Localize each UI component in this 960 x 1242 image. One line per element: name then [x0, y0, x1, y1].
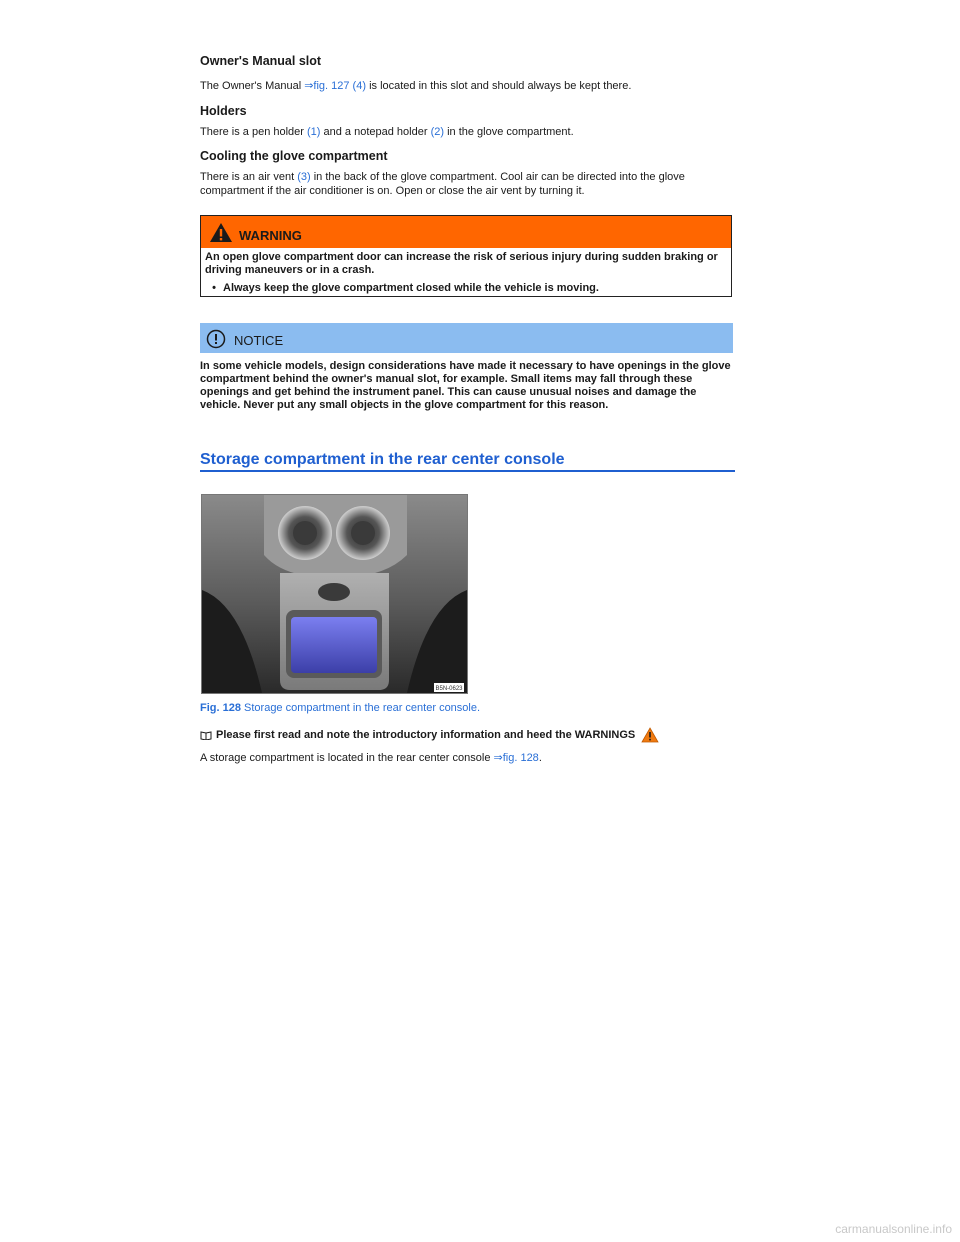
bullet-symbol: • — [212, 282, 216, 294]
ref-1-link[interactable]: (1) — [307, 126, 321, 138]
watermark: carmanualsonline.info — [835, 1222, 952, 1236]
warning-bullet — [205, 282, 727, 295]
warning-title: WARNING — [239, 228, 302, 243]
heading-cooling: Cooling the glove compartment — [200, 149, 388, 163]
warning-triangle-icon — [641, 727, 659, 743]
heading-holders: Holders — [200, 104, 247, 118]
intro-line — [200, 727, 659, 743]
ref-3-link[interactable]: (3) — [297, 171, 311, 183]
notice-body: In some vehicle models, design considerations have made it necessary to have openings in the glove compartment behind the owner's manual slot, for example. Small items may fall through these openings and get behind the instrument panel. This can cause unusual noises and damage the vehicle. Never put any small objects in the glove compartment for this reason. — [200, 360, 731, 411]
notice-exclamation-icon — [206, 329, 226, 349]
section-divider — [200, 470, 735, 472]
warning-header — [201, 216, 731, 248]
figure-code: B5N-0623 — [435, 686, 463, 692]
figure-rear-console — [201, 494, 468, 694]
intro-text: Please first read and note the introductory information and heed the WARNINGS — [216, 729, 636, 741]
owners-manual-paragraph: The Owner's Manual ⇒fig. 127 (4) is located in this slot and should always be kept there. — [200, 80, 632, 92]
warning-text: An open glove compartment door can increase the risk of serious injury during sudden braking or driving maneuvers or in a crash. — [205, 251, 718, 276]
fig-128-link[interactable]: ⇒fig. 128 — [493, 752, 539, 764]
ref-2-link[interactable]: (2) — [430, 126, 445, 138]
section-title: Storage compartment in the rear center console — [200, 451, 565, 468]
warning-body — [201, 248, 731, 295]
warning-box — [200, 215, 732, 297]
heading-owners-manual-slot: Owner's Manual slot — [200, 54, 322, 68]
notice-header — [200, 323, 733, 353]
figure-label: Fig. 128 — [200, 702, 241, 714]
closing-paragraph: A storage compartment is located in the rear center console ⇒fig. 128. — [200, 752, 542, 764]
figure-caption: Fig. 128 Storage compartment in the rear center console. — [200, 702, 481, 714]
notice-title: NOTICE — [234, 333, 284, 348]
warning-triangle-icon — [209, 222, 233, 243]
fig-127-link[interactable]: ⇒fig. 127 (4) — [304, 80, 367, 92]
cooling-paragraph: There is an air vent (3) in the back of the glove compartment. Cool air can be directed into the glove compartment if the air conditioner is on. Open or close the air vent by turning it. — [200, 171, 685, 197]
warning-bullet-text: Always keep the glove compartment closed while the vehicle is moving. — [223, 282, 599, 294]
rear-console-image — [202, 495, 467, 693]
holders-paragraph: There is a pen holder (1) and a notepad holder (2) in the glove compartment. — [200, 126, 574, 138]
book-icon — [200, 730, 212, 740]
